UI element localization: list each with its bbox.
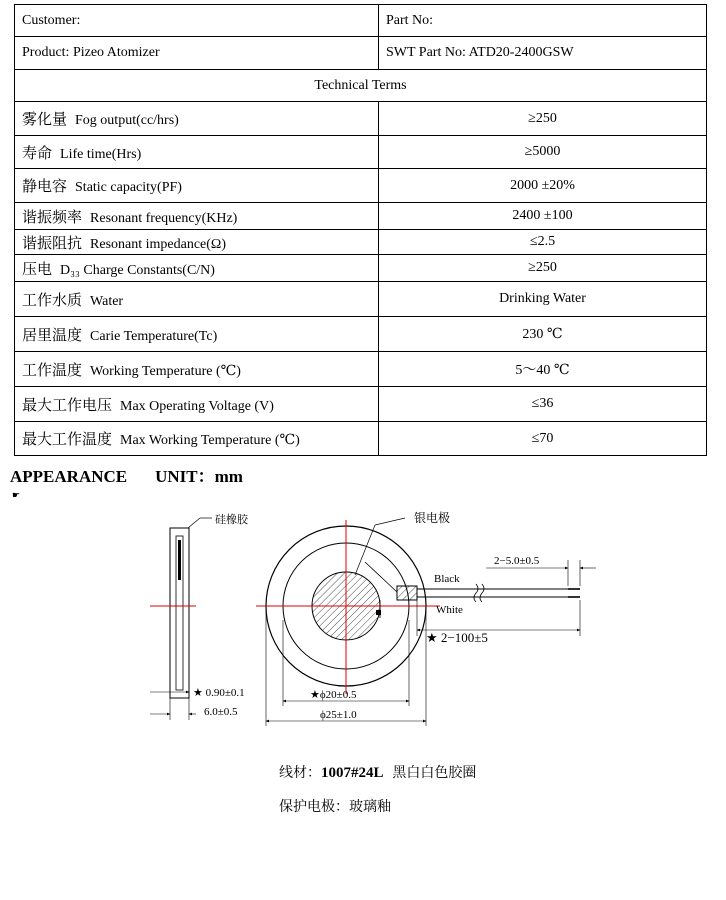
- row-value: Drinking Water: [379, 282, 707, 317]
- row-label-en: Resonant impedance(Ω): [90, 236, 226, 252]
- row-label-en: Static capacity(PF): [75, 180, 182, 195]
- pointing-hand-icon: ☛: [12, 490, 21, 500]
- rubber-label: 硅橡胶: [215, 513, 248, 526]
- row-label-en: Carie Temperature(Tc): [90, 328, 218, 344]
- row-label-zh: 谐振阻抗: [22, 233, 83, 252]
- swt-part-no-cell: SWT Part No: ATD20-2400GSW: [379, 37, 707, 70]
- table-row: [15, 282, 707, 317]
- row-label-zh: 寿命: [22, 143, 53, 162]
- row-value: 2000 ±20%: [379, 169, 707, 203]
- row-label-zh: 工作温度: [22, 360, 83, 379]
- row-value: ≥250: [379, 102, 707, 136]
- appearance-title: APPEARANCE: [10, 467, 128, 486]
- wire-strip-dim: 2−5.0±0.5: [494, 555, 540, 567]
- row-label-zh: 静电容: [22, 177, 68, 195]
- side-width-dim: 6.0±0.5: [204, 706, 238, 718]
- row-label-en: Max Operating Voltage (V): [120, 398, 274, 414]
- row-label-en: Life time(Hrs): [60, 146, 142, 162]
- row-value: 5～40 ℃: [379, 352, 707, 387]
- table-row: [15, 387, 707, 422]
- row-label-en: Fog output(cc/hrs): [75, 113, 179, 128]
- wire-note: [279, 762, 476, 782]
- row-label-zh: 压电: [22, 259, 53, 278]
- unit-label: UNIT：mm: [155, 467, 243, 486]
- row-label-zh: 居里温度: [22, 325, 83, 344]
- table-row: [15, 136, 707, 169]
- row-value: ≤2.5: [379, 230, 707, 255]
- customer-cell: Customer:: [15, 5, 379, 37]
- table-row: [15, 230, 707, 255]
- wire-note-prefix: 线材：: [279, 765, 321, 781]
- white-wire-label: White: [436, 604, 463, 616]
- table-row: [15, 203, 707, 230]
- wire-note-suffix: 黑白白色胶圈: [392, 765, 477, 781]
- appearance-heading: [10, 462, 243, 487]
- wire-spec: 1007#24L: [321, 765, 384, 781]
- row-label-zh: 最大工作温度: [22, 430, 113, 448]
- side-view: [150, 512, 249, 720]
- silver-electrode-label: 银电极: [414, 511, 451, 525]
- row-value: ≥250: [379, 255, 707, 282]
- electrode-note: 保护电极：玻璃釉: [279, 799, 391, 815]
- table-row: [15, 102, 707, 136]
- table-row: [15, 255, 707, 282]
- wire-length-dim: ★ 2−100±5: [426, 630, 488, 645]
- row-value: ≤36: [379, 387, 707, 422]
- section-title: Technical Terms: [15, 70, 707, 102]
- table-row: [15, 317, 707, 352]
- row-label-zh: 最大工作电压: [22, 395, 113, 414]
- thickness-dim: ★ 0.90±0.1: [193, 687, 245, 699]
- row-label-en: Resonant frequency(KHz): [90, 210, 238, 226]
- row-value: ≤70: [379, 422, 707, 456]
- technical-drawing: [0, 500, 726, 740]
- table-row: [15, 169, 707, 203]
- row-value: ≥5000: [379, 136, 707, 169]
- row-label-zh: 雾化量: [22, 110, 68, 128]
- black-wire-label: Black: [434, 573, 460, 585]
- outer-diameter-dim: ϕ25±1.0: [320, 709, 357, 721]
- row-value: 230 ℃: [379, 317, 707, 352]
- row-label-en: Max Working Temperature (℃): [120, 433, 300, 448]
- part-no-cell: Part No:: [379, 5, 707, 37]
- row-value: 2400 ±100: [379, 203, 707, 230]
- spec-table: [14, 4, 707, 456]
- inner-diameter-dim: ★ϕ20±0.5: [310, 689, 357, 701]
- row-label-zh: 工作水质: [22, 290, 83, 309]
- table-row: [15, 352, 707, 387]
- front-view: [256, 510, 596, 726]
- product-cell: Product: Pizeo Atomizer: [15, 37, 379, 70]
- row-label-en: Water: [90, 293, 124, 309]
- row-label-en: Working Temperature (℃): [90, 363, 241, 379]
- row-label-en: D₃₃ Charge Constants(C/N): [60, 262, 215, 278]
- table-row: [15, 422, 707, 456]
- row-label-zh: 谐振频率: [22, 207, 83, 226]
